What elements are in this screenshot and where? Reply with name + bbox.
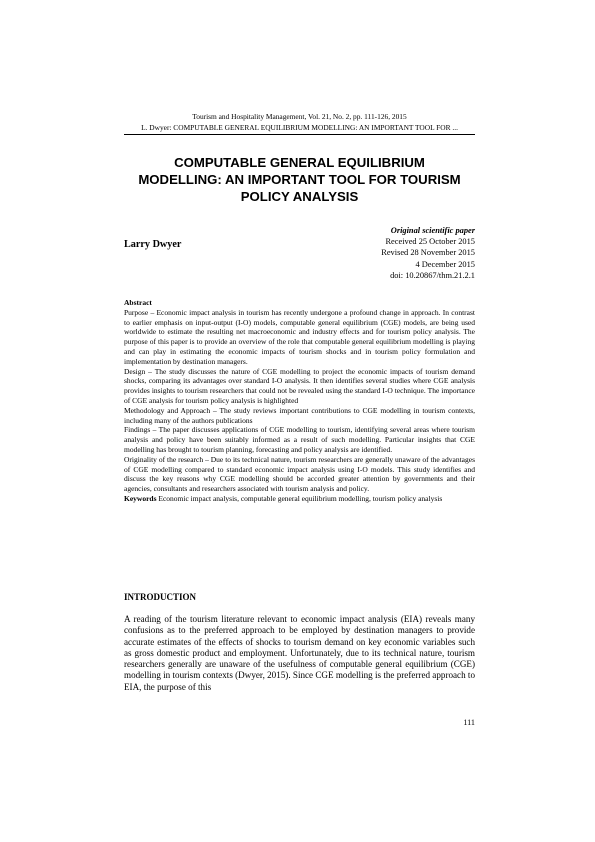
article-metadata: [381, 225, 475, 281]
abstract-findings: Findings – The paper discusses applications of CGE modelling to tourism, identifying several areas where tourism analysis and policy have been suitably informed as a result of such modelling. Particular insights that CGE modelling has brought to tourism planning, forecasting and policy analysis are identified.: [124, 425, 475, 454]
abstract-originality: Originality of the research – Due to its technical nature, tourism researchers are generally unaware of the advantages of CGE modelling compared to standard economic impact analysis using I-O models. This study identifies and discuss the key reasons why CGE modelling should be accorded greater attention by governments and their agencies, consultants and researchers associated with tourism analysis and policy.: [124, 454, 475, 494]
keywords-label: Keywords: [124, 493, 157, 503]
doi: doi: 10.20867/thm.21.2.1: [390, 270, 475, 280]
revised-date: Revised 28 November 2015: [381, 248, 475, 258]
paper-title-line-2: MODELLING: AN IMPORTANT TOOL FOR TOURISM: [138, 172, 461, 187]
journal-citation-line: Tourism and Hospitality Management, Vol. 21, No. 2, pp. 111-126, 2015: [192, 112, 407, 121]
keywords-text: Economic impact analysis, computable general equilibrium modelling, tourism policy analysis: [156, 493, 443, 503]
page-number: 111: [463, 718, 475, 727]
section-heading-introduction: INTRODUCTION: [124, 592, 197, 602]
revised-date-2: 4 December 2015: [415, 259, 475, 269]
paper-title: [124, 154, 475, 205]
abstract-purpose: Purpose – Economic impact analysis in tourism has recently undergone a profound change in approach. In contrast to earlier emphasis on input-output (I-O) models, computable general equilibrium (CGE) models, are being used worldwide to estimate the resulting net macroeconomic and industry effects and for tourism policy analysis. The purpose of this paper is to provide an overview of the role that computable general equilibrium modelling is playing and can play in estimating the economic impacts of tourism shocks and in tourism policy formulation and implementation by destination managers.: [124, 307, 475, 366]
paper-title-line-3: POLICY ANALYSIS: [240, 189, 359, 204]
received-date: Received 25 October 2015: [385, 237, 475, 247]
abstract-keywords: [124, 494, 475, 504]
header-rule: [124, 134, 475, 135]
author-name: Larry Dwyer: [124, 239, 182, 250]
abstract-design: Design – The study discusses the nature of CGE modelling to project the economic impacts of tourism demand shocks, comparing its advantages over standard I-O analysis. It then identifies several studies where CGE analysis provides insights to tourism researchers that could not be revealed using the standard I-O technique. The importance of CGE analysis for tourism policy analysis is highlighted: [124, 366, 475, 405]
abstract: [124, 298, 475, 504]
abstract-heading: Abstract: [124, 298, 152, 307]
abstract-methodology: Methodology and Approach – The study reviews important contributions to CGE modelling in tourism contexts, including many of the authors publications: [124, 405, 475, 425]
introduction-paragraph: A reading of the tourism literature relevant to economic impact analysis (EIA) reveals many confusions as to the preferred approach to be employed by destination managers to provide accurate estimates of the effects of shocks to tourism demand on key economic variables such as gross domestic product and employment. Unfortunately, due to its technical nature, tourism researchers generally are unaware of the usefulness of computable general equilibrium (CGE) modelling in tourism contexts (Dwyer, 2015). Since CGE modelling is the preferred approach to EIA, the purpose of this: [124, 614, 475, 692]
paper-title-line-1: COMPUTABLE GENERAL EQUILIBRIUM: [174, 155, 425, 170]
paper-type: Original scientific paper: [390, 226, 475, 235]
running-title-line: L. Dwyer: COMPUTABLE GENERAL EQUILIBRIUM MODELLING: AN IMPORTANT TOOL FOR ...: [141, 123, 458, 132]
